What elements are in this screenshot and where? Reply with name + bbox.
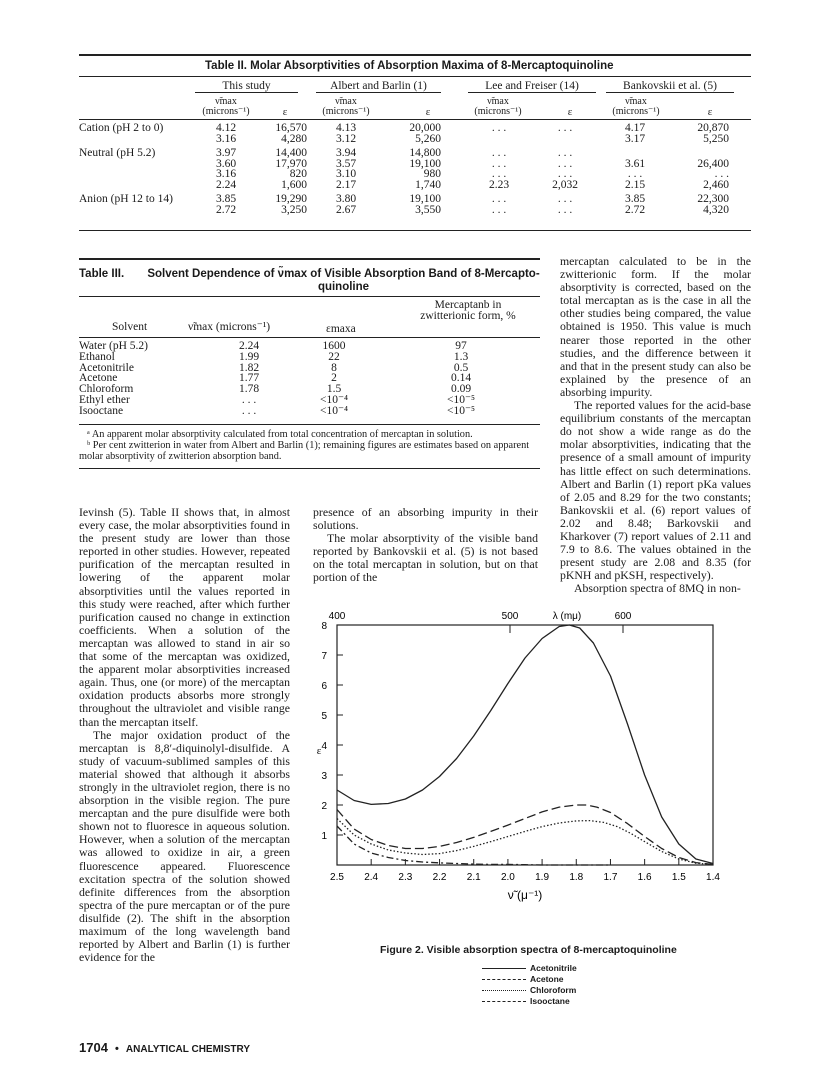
table2-cell: . . . xyxy=(491,122,507,134)
table3-solvent: Chloroform xyxy=(79,383,134,396)
legend-label-acetonitrile: Acetonitrile xyxy=(530,963,577,973)
table3-cell: 22 xyxy=(328,350,340,363)
table3-solvent: Water (pH 5.2) xyxy=(79,340,149,352)
table2-cell: . . . . . . . . . 2.23 xyxy=(488,147,510,191)
x-tick-label: 1.6 xyxy=(637,872,652,883)
y-tick-label: 2 xyxy=(321,801,327,812)
table2-cell: 19,290 3,250 xyxy=(275,193,307,216)
table2-group-albert: Albert and Barlin (1) xyxy=(316,80,441,93)
top-tick-label: 600 xyxy=(614,611,632,622)
table3-footnotes xyxy=(79,429,540,462)
legend-item-acetone xyxy=(482,974,577,985)
y-tick-label: 1 xyxy=(321,831,327,842)
table3-footnote-a: ᵃ An apparent molar absorptivity calculated from total concentration of mercaptan in solution. xyxy=(87,429,473,440)
x-tick-label: 2.4 xyxy=(364,872,379,883)
table2-cell: . . . xyxy=(557,122,573,134)
table3-cell: 1.77 xyxy=(238,372,260,385)
series-line-chloroform xyxy=(337,819,713,865)
middle-column-text xyxy=(313,506,538,585)
table2-cell: 4.13 3.12 xyxy=(335,122,357,145)
table2-group-this-study: This study xyxy=(195,80,298,93)
table3-cell: <10⁻⁴ xyxy=(319,394,349,406)
section-rule-left xyxy=(79,258,540,260)
figure2-chart xyxy=(305,605,751,935)
table3-cell: 2 xyxy=(331,372,337,385)
mid-para-1: presence of an absorbing impurity in their solutions. xyxy=(313,505,538,533)
table2-cell: . . . . . . xyxy=(557,193,573,216)
table2-cell: 20,870 5,250 xyxy=(697,122,729,145)
table2-bottom-rule xyxy=(79,230,751,231)
top-tick-label: 400 xyxy=(328,611,346,622)
mid-para-2: The molar absorptivity of the visible band reported by Bankovskii et al. (5) is not based on the total mercaptan in solution, but on that portion of the xyxy=(313,531,538,585)
table2-cell: 3.85 2.72 xyxy=(215,193,237,216)
table3-bottom-rule xyxy=(79,424,540,425)
page-footer xyxy=(79,1040,250,1055)
legend-label-acetone: Acetone xyxy=(530,974,564,984)
t2-h-units-2: (microns⁻¹) xyxy=(322,106,370,117)
table3-solvent: Acetone xyxy=(79,372,118,385)
x-tick-label: 1.8 xyxy=(569,872,584,883)
t2-h-units-3: (microns⁻¹) xyxy=(474,106,522,117)
table3-subheader-rule xyxy=(79,337,540,338)
table3-title-text: Solvent Dependence of ν̃max of Visible Absorption Band of 8-Mercapto-quinoline xyxy=(147,268,540,293)
legend-item-acetonitrile xyxy=(482,963,577,974)
y-tick-label: 7 xyxy=(321,651,327,662)
y-axis-label: ε xyxy=(316,745,322,757)
table3-cell: 0.14 xyxy=(450,372,472,385)
y-tick-label: 3 xyxy=(321,771,327,782)
y-tick-label: 5 xyxy=(321,711,327,722)
table3-cell: 1.3 xyxy=(453,350,469,363)
table3-cell: <10⁻⁵ xyxy=(446,394,476,406)
t2-h-numax-2: ν̃max xyxy=(335,96,357,107)
section-rule-bottom xyxy=(79,468,540,469)
x-tick-label: 1.7 xyxy=(603,872,618,883)
table2-cell: 16,570 4,280 xyxy=(275,122,307,145)
figure2-legend xyxy=(482,963,577,1007)
table2-cell: 3.61 . . . 2.15 xyxy=(624,157,646,191)
table3-cell: 1.78 xyxy=(238,383,260,396)
t2-h-numax-1: ν̃max xyxy=(215,96,237,107)
x-tick-label: 1.9 xyxy=(535,872,550,883)
legend-swatch-dashdot xyxy=(482,1001,526,1002)
table3-solvent: Ethyl ether xyxy=(79,394,130,406)
t2-h-eps-1: ε xyxy=(282,106,288,118)
table3-col-header-zwitterion: Mercaptanb in zwitterionic form, % xyxy=(420,299,516,322)
x-tick-label: 2.5 xyxy=(330,872,344,883)
x-tick-label: 1.4 xyxy=(706,872,720,883)
t2-h-units-1: (microns⁻¹) xyxy=(202,106,250,117)
right-para-3: Absorption spectra of 8MQ in non- xyxy=(574,581,741,596)
right-column-text xyxy=(560,255,751,595)
table3-cell: . . . xyxy=(241,404,257,417)
table3-solvent: Ethanol xyxy=(79,350,115,363)
t2-h-units-4: (microns⁻¹) xyxy=(612,106,660,117)
top-axis-label: λ (mμ) xyxy=(552,611,582,622)
table2-cell: 4.12 3.16 xyxy=(215,122,237,145)
table3-footnote-b: ᵇ Per cent zwitterion in water from Albert and Barlin (1); remaining figures are estimates based on apparent molar absorptivity of zwitterion absorption band. xyxy=(79,440,530,462)
figure2-caption: Figure 2. Visible absorption spectra of 8-mercaptoquinoline xyxy=(380,944,677,956)
table3-title xyxy=(79,268,540,294)
footer-bullet: • xyxy=(114,1043,119,1055)
table3-cell: 97 xyxy=(455,340,467,352)
x-axis-label: ν̃ (μ⁻¹) xyxy=(507,888,543,902)
table2-header-rule xyxy=(79,76,751,77)
table3-cell: <10⁻⁴ xyxy=(319,404,349,417)
table2-cell: 26,400 . . . 2,460 xyxy=(697,157,729,191)
table2-cell: . . . . . . xyxy=(491,193,507,216)
x-tick-label: 2.1 xyxy=(466,872,481,883)
table3-cell: 1600 xyxy=(322,340,346,352)
top-tick-label: 500 xyxy=(501,611,519,622)
t2-h-numax-3: ν̃max xyxy=(487,96,509,107)
t2-h-eps-2: ε xyxy=(425,106,431,118)
t2-h-numax-4: ν̃max xyxy=(625,96,647,107)
table3-cell: 1.82 xyxy=(238,361,260,374)
table2-group-lee: Lee and Freiser (14) xyxy=(468,80,596,93)
table3-cell: <10⁻⁵ xyxy=(446,404,476,417)
legend-label-isooctane: Isooctane xyxy=(530,996,570,1006)
table2-cell: 3.97 3.60 3.16 2.24 xyxy=(215,147,237,191)
table2-cell: 22,300 4,320 xyxy=(697,193,729,216)
table3-cell: 1.5 xyxy=(326,383,342,396)
table2-row-label: Anion (pH 12 to 14) xyxy=(79,193,173,205)
legend-swatch-solid xyxy=(482,968,526,969)
table2-cell: 3.85 2.72 xyxy=(624,193,646,216)
table3-cell: 0.09 xyxy=(450,383,472,396)
chart-frame xyxy=(337,625,713,865)
table3-solvent: Isooctane xyxy=(79,404,124,417)
table2-title: Table II. Molar Absorptivities of Absorption Maxima of 8-Mercaptoquinoline xyxy=(205,60,614,72)
series-line-acetone xyxy=(337,805,713,864)
table3-cell: 2.24 xyxy=(238,340,260,352)
left-para-2: The major oxidation product of the mercaptan is 8,8′-diquinolyl-disulfide. A study of vacuum-sublimed samples of this material showed that although it absorbs strongly in the ultraviolet region, there is no absorption in the visible region. The pure mercaptan and the pure disulfide were both shown not to fluoresce in aqueous solution. However, when a solution of the mercaptan was allowed to oxidize in air, a green fluorescence appeared. Fluorescence excitation spectra of the solution showed definite differences from the absorption spectra of the pure mercaptan or of the pure disulfide (2). The shift in the absorption maximum of the long wavelength band reported by Albert and Barlin (1) is further evidence for the xyxy=(79,727,290,965)
journal-name: ANALYTICAL CHEMISTRY xyxy=(125,1044,250,1055)
legend-item-chloroform xyxy=(482,985,577,996)
table2-cell: 3.94 3.57 3.10 2.17 xyxy=(335,147,357,191)
legend-swatch-dashed xyxy=(482,979,526,980)
table2-cell: 20,000 5,260 xyxy=(409,122,441,145)
y-tick-label: 8 xyxy=(321,621,327,632)
table2-cell: 3.80 2.67 xyxy=(335,193,357,216)
table3-cell: 8 xyxy=(331,361,337,374)
page-number: 1704 xyxy=(79,1040,108,1055)
y-tick-label: 4 xyxy=(321,741,327,752)
x-tick-label: 2.3 xyxy=(398,872,413,883)
chart-axes xyxy=(317,611,721,902)
table3-solvent: Acetonitrile xyxy=(79,361,134,374)
table2-cell: 4.17 3.17 xyxy=(624,122,646,145)
x-tick-label: 2.0 xyxy=(500,872,515,883)
table3-col-header-numax: ν̃max (microns⁻¹) xyxy=(188,321,271,333)
table3-col-header-epsmax: εmaxa xyxy=(326,323,356,335)
chart-series xyxy=(337,625,713,865)
t2-h-eps-3: ε xyxy=(567,106,573,118)
top-rule xyxy=(79,54,751,56)
x-tick-label: 1.5 xyxy=(671,872,686,883)
table3-title-label: Table III. xyxy=(79,268,125,280)
table3-header-rule xyxy=(79,296,540,297)
table3-cell: 1.99 xyxy=(238,350,260,363)
right-para-1: mercaptan calculated to be in the zwitterionic form. If the molar absorptivity is corrected, based on the total mercaptan as is the case in all the other studies being compared, the value obtained is 1950. This value is much nearer those reported in the other studies, and the difference between it and that in the present study can also be explained by the presence of an absorbing impurity. xyxy=(560,254,751,399)
table2-cell: 14,800 19,100 980 1,740 xyxy=(409,147,441,191)
left-para-1: Ievinsh (5). Table II shows that, in almost every case, the molar absorptivities found in the present study are lower than those reported in other studies. However, repeated purification of the mercaptan resulted in lowering of the apparent molar absorptivities until the values reported in this study were reached, after which further purification caused no change in extinction coefficients. When a solution of the mercaptan was allowed to stand in air so that some of the mercaptan was oxidized, the apparent molar absorptivities increased again. Thus, one (or more) of the mercaptan oxidation products absorbs more strongly throughout the ultraviolet and visible range than the mercaptan itself. xyxy=(79,505,290,729)
x-tick-label: 2.2 xyxy=(432,872,447,883)
table2-group-bankovskii: Bankovskii et al. (5) xyxy=(606,80,734,93)
legend-item-isooctane xyxy=(482,996,577,1007)
table2-cell: 19,100 3,550 xyxy=(409,193,441,216)
right-para-2: The reported values for the acid-base equilibrium constants of the mercaptan do not show a wide range as do the molar absorptivities, indicating that the presence of a small amount of impurity has little effect on such determinations. Albert and Barlin (1) report pKa values of 2.05 and 8.29 for the two constants; Bankovskii et al. (6) report values of 2.02 and 8.48; Barkovskii and Kharkover (7) report values of 2.11 and 7.9 to 8.6. The values obtained in the present study are 2.08 and 8.35 (for pKNH and pKSH, respectively). xyxy=(560,398,751,583)
table3-col-header-solvent: Solvent xyxy=(112,321,148,333)
table2-cell: . . . . . . . . . 2,032 xyxy=(552,147,578,191)
table2-row-label: Neutral (pH 5.2) xyxy=(79,147,156,159)
series-line-acetonitrile xyxy=(337,625,713,864)
left-column-text xyxy=(79,506,290,964)
legend-label-chloroform: Chloroform xyxy=(530,985,577,995)
table2-subheader-rule xyxy=(79,119,751,120)
legend-swatch-dotted xyxy=(482,990,526,991)
y-tick-label: 6 xyxy=(321,681,327,692)
t2-h-eps-4: ε xyxy=(707,106,713,118)
table3-cell: 0.5 xyxy=(453,361,469,374)
table3-cell: . . . xyxy=(241,394,257,406)
table2-cell: 14,400 17,970 820 1,600 xyxy=(275,147,307,191)
table2-row-label: Cation (pH 2 to 0) xyxy=(79,122,164,134)
